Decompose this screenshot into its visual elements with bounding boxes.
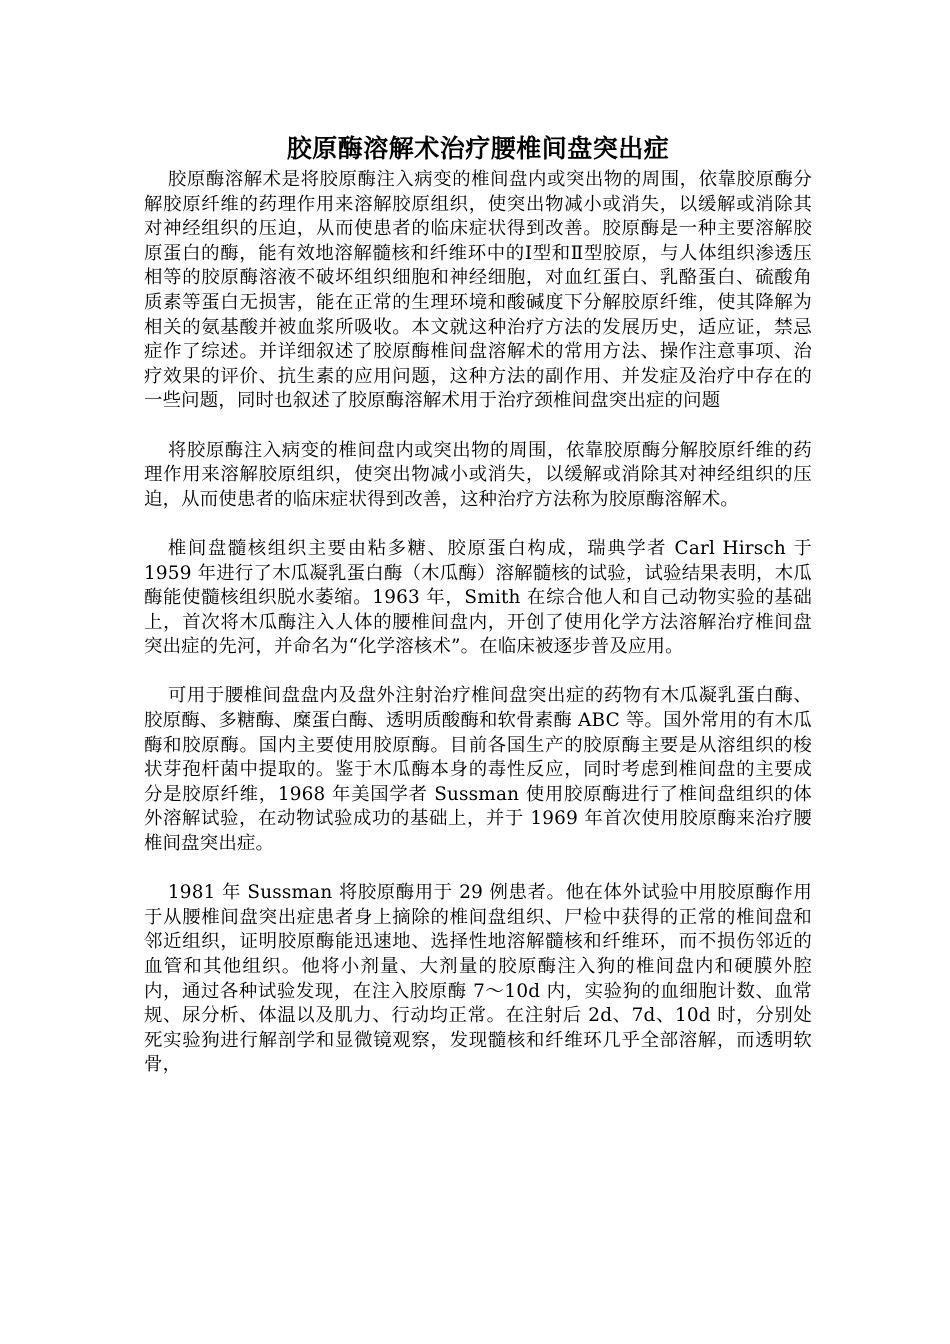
paragraph-drugs: 可用于腰椎间盘盘内及盘外注射治疗椎间盘突出症的药物有木瓜凝乳蛋白酶、胶原酶、多糖酶、糜蛋白酶、透明质酸酶和软骨素酶 ABC 等。国外常用的有木瓜酶和胶原酶。国内主要使用胶原酶。目前各国生产的胶原酶主要是从溶组织的梭状芽孢杆菌中提取的。鉴于木瓜酶本身的毒性反应，同时考虑到椎间盘的主要成分是胶原纤维，1968 年美国学者 Sussman 使用胶原酶进行了椎间盘组织的体外溶解试验，在动物试验成功的基础上，并于 1969 年首次使用胶原酶来治疗腰椎间盘突出症。 — [144, 685, 812, 855]
paragraph-history: 椎间盘髓核组织主要由粘多糖、胶原蛋白构成，瑞典学者 Carl Hirsch 于 1959 年进行了木瓜凝乳蛋白酶（木瓜酶）溶解髓核的试验，试验结果表明，木瓜酶能使髓核组织脱水萎缩。1963 年，Smith 在综合他人和自己动物实验的基础上，首次将木瓜酶注入人体的腰椎间盘内，开创了使用化学方法溶解治疗椎间盘突出症的先河，并命名为“化学溶核术”。在临床被逐步普及应用。 — [144, 537, 812, 658]
document-page — [144, 130, 812, 1078]
paragraph-sussman-1981: 1981 年 Sussman 将胶原酶用于 29 例患者。他在体外试验中用胶原酶作用于从腰椎间盘突出症患者身上摘除的椎间盘组织、尸检中获得的正常的椎间盘和邻近组织，证明胶原酶能迅速地、选择性地溶解髓核和纤维环，而不损伤邻近的血管和其他组织。他将小剂量、大剂量的胶原酶注入狗的椎间盘内和硬膜外腔内，通过各种试验发现，在注入胶原酶 7～10d 内，实验狗的血细胞计数、血常规、尿分析、体温以及肌力、行动均正常。在注射后 2d、7d、10d 时，分别处死实验狗进行解剖学和显微镜观察，发现髓核和纤维环几乎全部溶解，而透明软骨， — [144, 882, 812, 1076]
document-title: 胶原酶溶解术治疗腰椎间盘突出症 — [286, 134, 670, 163]
paragraph-definition: 将胶原酶注入病变的椎间盘内或突出物的周围，依靠胶原酶分解胶原纤维的药理作用来溶解胶原组织，使突出物减小或消失，以缓解或消除其对神经组织的压迫，从而使患者的临床症状得到改善，这种治疗方法称为胶原酶溶解术。 — [144, 439, 812, 510]
paragraph-abstract: 胶原酶溶解术是将胶原酶注入病变的椎间盘内或突出物的周围，依靠胶原酶分解胶原纤维的药理作用来溶解胶原组织，使突出物减小或消失，以缓解或消除其对神经组织的压迫，从而使患者的临床症状得到改善。胶原酶是一种主要溶解胶原蛋白的酶，能有效地溶解髓核和纤维环中的Ⅰ型和Ⅱ型胶原，与人体组织渗透压相等的胶原酶溶液不破坏组织细胞和神经细胞，对血红蛋白、乳酪蛋白、硫酸角质素等蛋白无损害，能在正常的生理环境和酸碱度下分解胶原纤维，使其降解为相关的氨基酸并被血浆所吸收。本文就这种治疗方法的发展历史，适应证，禁忌症作了综述。并详细叙述了胶原酶椎间盘溶解术的常用方法、操作注意事项、治疗效果的评价、抗生素的应用问题，这种方法的副作用、并发症及治疗中存在的一些问题，同时也叙述了胶原酶溶解术用于治疗颈椎间盘突出症的问题 — [144, 169, 812, 412]
